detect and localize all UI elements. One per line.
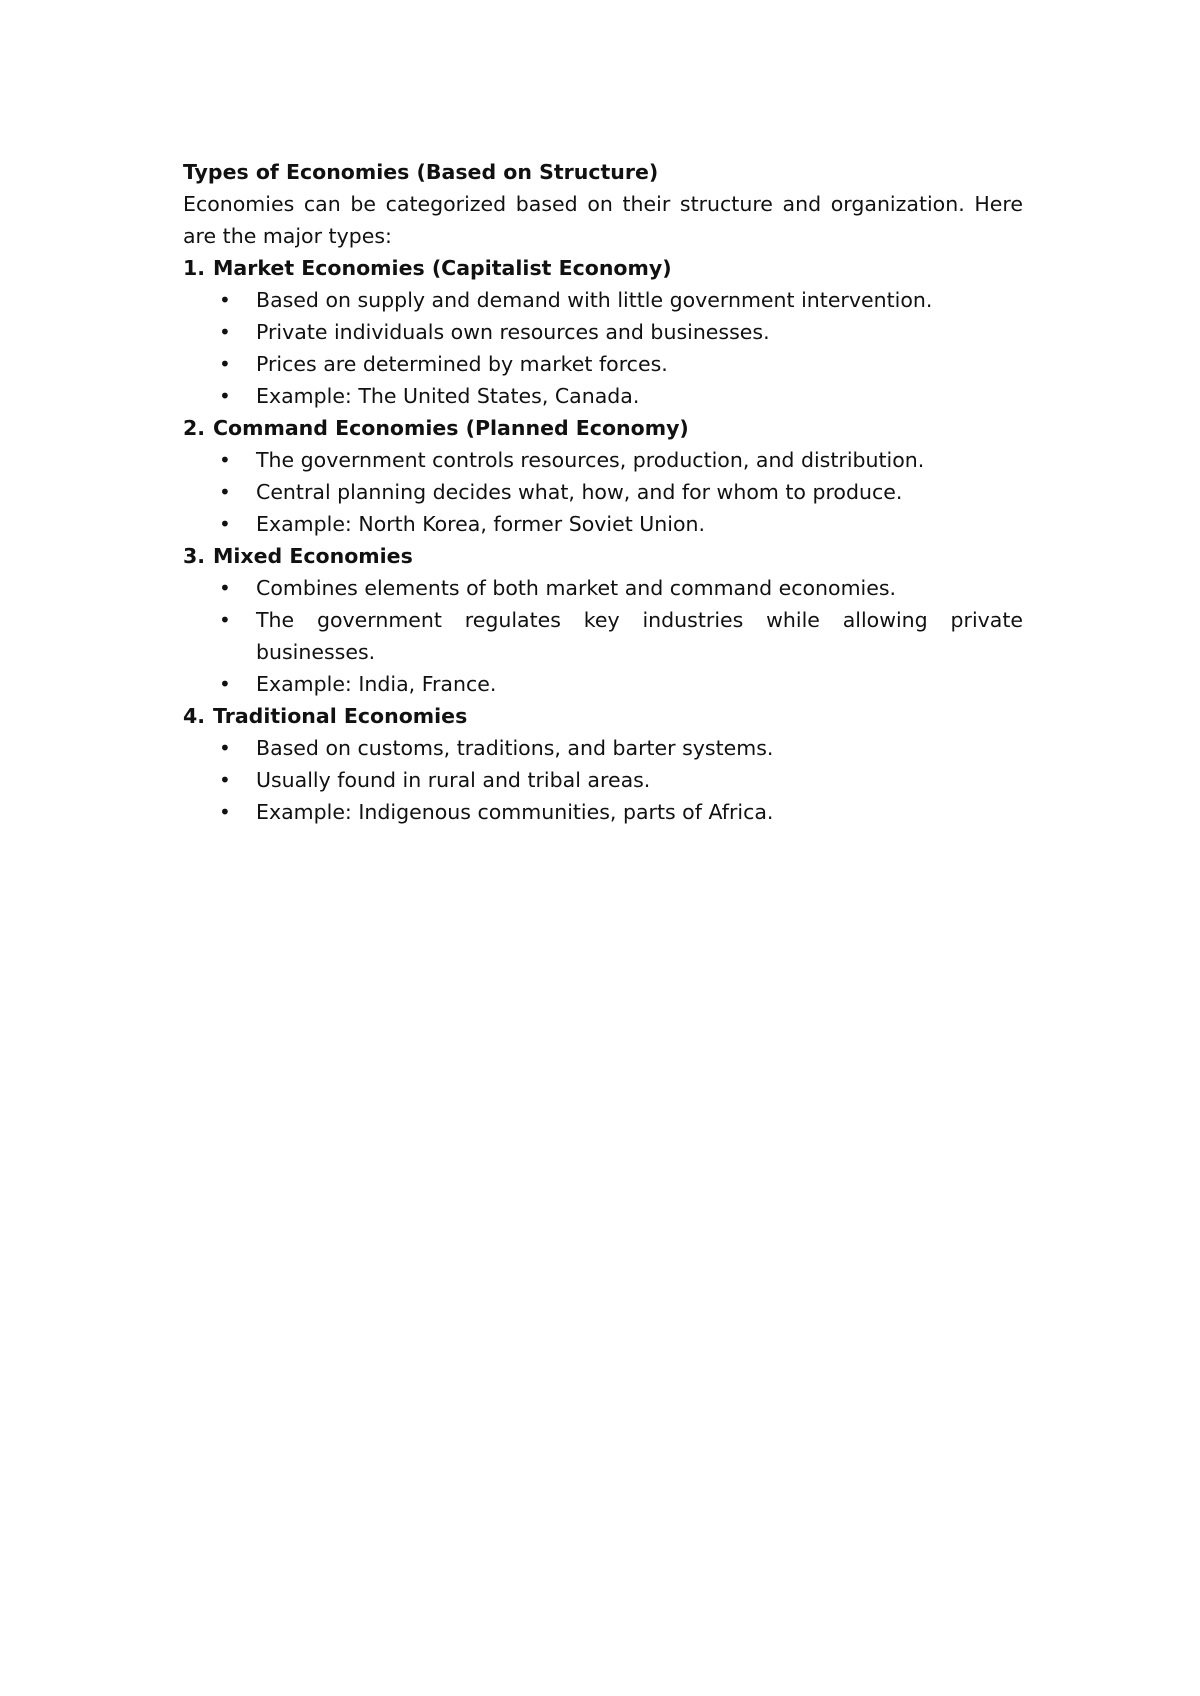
bullet-list [183,732,1023,828]
section-traditional-economies [183,700,1023,828]
section-number: 1. [183,256,206,280]
bullet-icon: • [219,512,231,536]
list-item-text: The government controls resources, production, and distribution. [256,448,925,472]
section-heading [183,252,1023,284]
section-number: 4. [183,704,206,728]
bullet-icon: • [219,448,231,472]
bullet-list [183,572,1023,700]
document-title: Types of Economies (Based on Structure) [183,160,659,184]
list-item-text: Example: India, France. [256,672,497,696]
section-number: 2. [183,416,206,440]
list-item-text: The government regulates key industries while allowing private businesses. [256,608,1023,664]
list-item [183,316,1023,348]
bullet-icon: • [219,608,231,632]
list-item-text: Private individuals own resources and businesses. [256,320,770,344]
section-market-economies [183,252,1023,412]
list-item-text: Based on supply and demand with little government intervention. [256,288,933,312]
list-item [183,732,1023,764]
section-heading-text: Mixed Economies [213,544,413,568]
list-item-text: Based on customs, traditions, and barter systems. [256,736,774,760]
list-item-text: Example: Indigenous communities, parts of Africa. [256,800,774,824]
bullet-icon: • [219,480,231,504]
section-heading [183,700,1023,732]
list-item [183,348,1023,380]
list-item [183,508,1023,540]
section-command-economies [183,412,1023,540]
bullet-list [183,444,1023,540]
section-number: 3. [183,544,206,568]
list-item [183,380,1023,412]
bullet-list [183,284,1023,412]
list-item-text: Example: North Korea, former Soviet Union. [256,512,706,536]
section-mixed-economies [183,540,1023,700]
section-heading-text: Traditional Economies [213,704,468,728]
section-heading-text: Market Economies (Capitalist Economy) [213,256,672,280]
list-item [183,444,1023,476]
document-body [183,156,1023,828]
bullet-icon: • [219,288,231,312]
list-item [183,764,1023,796]
list-item [183,796,1023,828]
bullet-icon: • [219,736,231,760]
bullet-icon: • [219,768,231,792]
intro-paragraph: Economies can be categorized based on their structure and organization. Here are the major types: [183,192,1023,248]
list-item-text: Example: The United States, Canada. [256,384,640,408]
section-heading-text: Command Economies (Planned Economy) [213,416,689,440]
bullet-icon: • [219,672,231,696]
bullet-icon: • [219,384,231,408]
list-item [183,284,1023,316]
list-item [183,572,1023,604]
bullet-icon: • [219,576,231,600]
section-heading [183,412,1023,444]
bullet-icon: • [219,352,231,376]
bullet-icon: • [219,800,231,824]
list-item [183,604,1023,668]
list-item-text: Central planning decides what, how, and for whom to produce. [256,480,903,504]
list-item-text: Combines elements of both market and command economies. [256,576,897,600]
list-item [183,668,1023,700]
bullet-icon: • [219,320,231,344]
list-item-text: Prices are determined by market forces. [256,352,668,376]
list-item [183,476,1023,508]
section-heading [183,540,1023,572]
list-item-text: Usually found in rural and tribal areas. [256,768,651,792]
